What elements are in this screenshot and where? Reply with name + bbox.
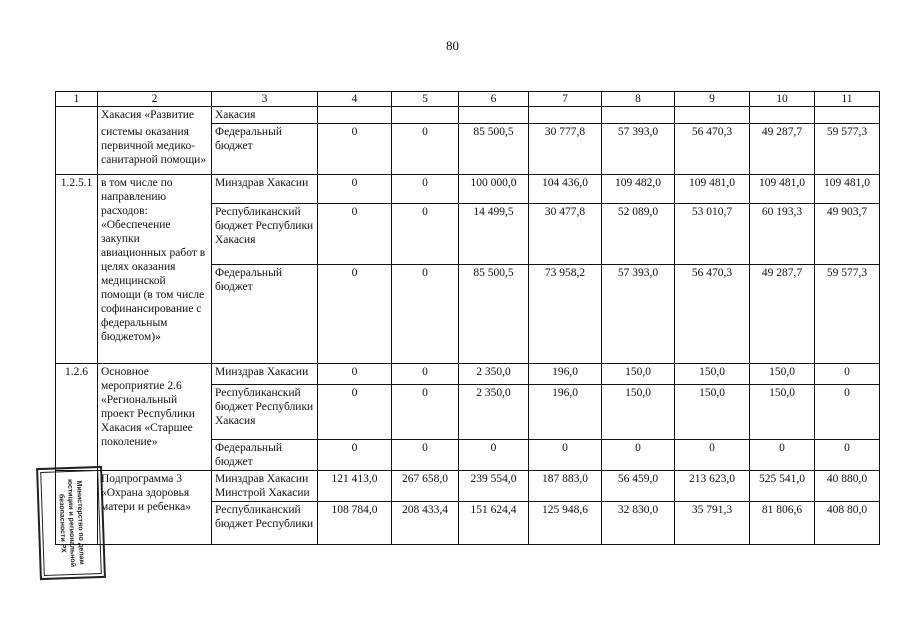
- value-cell: 57 393,0: [602, 265, 675, 364]
- value-cell: 108 784,0: [318, 502, 392, 545]
- value-cell: 125 948,6: [529, 502, 602, 545]
- value-cell: 0: [392, 124, 459, 175]
- value-cell: 0: [750, 440, 815, 471]
- table-row: [56, 471, 880, 502]
- value-cell: 81 806,6: [750, 502, 815, 545]
- code-cell: 1.2.6: [56, 364, 98, 471]
- value-cell: [675, 107, 750, 124]
- value-cell: 14 499,5: [459, 204, 529, 265]
- value-cell: 49 287,7: [750, 265, 815, 364]
- value-cell: 0: [318, 364, 392, 385]
- value-cell: 57 393,0: [602, 124, 675, 175]
- value-cell: 0: [815, 364, 880, 385]
- source-cell: Федеральный бюджет: [212, 124, 318, 175]
- table-row: [56, 364, 880, 385]
- value-cell: 49 903,7: [815, 204, 880, 265]
- value-cell: 150,0: [750, 364, 815, 385]
- value-cell: 0: [602, 440, 675, 471]
- value-cell: 0: [392, 440, 459, 471]
- value-cell: 73 958,2: [529, 265, 602, 364]
- value-cell: 187 883,0: [529, 471, 602, 502]
- header-cell: 9: [675, 92, 750, 107]
- stamp-text: Министерство по делам юстиции и региональной безопасности РХ: [57, 478, 85, 568]
- source-cell: Минздрав Хакасии: [212, 175, 318, 204]
- table-row: [56, 107, 880, 124]
- value-cell: 0: [392, 364, 459, 385]
- value-cell: 2 350,0: [459, 385, 529, 440]
- value-cell: 0: [392, 175, 459, 204]
- header-cell: 2: [98, 92, 212, 107]
- header-cell: 7: [529, 92, 602, 107]
- official-stamp: [36, 466, 106, 580]
- value-cell: 525 541,0: [750, 471, 815, 502]
- value-cell: 56 470,3: [675, 265, 750, 364]
- value-cell: [459, 107, 529, 124]
- value-cell: 150,0: [602, 364, 675, 385]
- header-cell: 8: [602, 92, 675, 107]
- value-cell: [750, 107, 815, 124]
- value-cell: 109 481,0: [750, 175, 815, 204]
- page-number: 80: [446, 38, 459, 53]
- description-cell: в том числе по направлению расходов: «Обеспечение закупки авиационных работ в целях оказания медицинской помощи (в том числе софинансирование с федеральным бюджетом)»: [98, 175, 212, 364]
- value-cell: 59 577,3: [815, 124, 880, 175]
- value-cell: 40 880,0: [815, 471, 880, 502]
- value-cell: 0: [392, 385, 459, 440]
- value-cell: 85 500,5: [459, 265, 529, 364]
- value-cell: 0: [318, 175, 392, 204]
- value-cell: 109 481,0: [675, 175, 750, 204]
- header-cell: 4: [318, 92, 392, 107]
- header-row: [56, 92, 880, 107]
- value-cell: 408 80,0: [815, 502, 880, 545]
- value-cell: 0: [815, 440, 880, 471]
- value-cell: 0: [318, 440, 392, 471]
- header-cell: 11: [815, 92, 880, 107]
- value-cell: 150,0: [675, 364, 750, 385]
- source-cell: Федеральный бюджет: [212, 440, 318, 471]
- value-cell: 0: [529, 440, 602, 471]
- value-cell: [529, 107, 602, 124]
- code-cell: [56, 107, 98, 175]
- value-cell: 196,0: [529, 364, 602, 385]
- value-cell: 0: [318, 265, 392, 364]
- value-cell: 0: [318, 385, 392, 440]
- value-cell: 85 500,5: [459, 124, 529, 175]
- value-cell: 150,0: [675, 385, 750, 440]
- description-cell: Основное мероприятие 2.6 «Региональный проект Республики Хакасия «Старшее поколение»: [98, 364, 212, 471]
- value-cell: [392, 107, 459, 124]
- value-cell: 56 459,0: [602, 471, 675, 502]
- value-cell: 104 436,0: [529, 175, 602, 204]
- description-cell: Подпрограмма 3 «Охрана здоровья матери и ребенка»: [98, 471, 212, 545]
- value-cell: 150,0: [750, 385, 815, 440]
- value-cell: 239 554,0: [459, 471, 529, 502]
- value-cell: 0: [459, 440, 529, 471]
- value-cell: 0: [392, 265, 459, 364]
- source-cell: Республиканский бюджет Республики Хакасия: [212, 385, 318, 440]
- source-cell: Республиканский бюджет Республики: [212, 502, 318, 545]
- value-cell: 100 000,0: [459, 175, 529, 204]
- source-cell: Минздрав Хакасии: [212, 364, 318, 385]
- source-cell: Хакасия: [212, 107, 318, 124]
- value-cell: 60 193,3: [750, 204, 815, 265]
- value-cell: 56 470,3: [675, 124, 750, 175]
- value-cell: 213 623,0: [675, 471, 750, 502]
- value-cell: 150,0: [602, 385, 675, 440]
- value-cell: 0: [318, 124, 392, 175]
- code-cell: 1.2.5.1: [56, 175, 98, 364]
- value-cell: 53 010,7: [675, 204, 750, 265]
- value-cell: [602, 107, 675, 124]
- value-cell: 59 577,3: [815, 265, 880, 364]
- value-cell: 109 482,0: [602, 175, 675, 204]
- value-cell: [815, 107, 880, 124]
- table-row: [56, 175, 880, 204]
- value-cell: 30 477,8: [529, 204, 602, 265]
- value-cell: 35 791,3: [675, 502, 750, 545]
- value-cell: 208 433,4: [392, 502, 459, 545]
- value-cell: 2 350,0: [459, 364, 529, 385]
- budget-table: [55, 91, 880, 545]
- value-cell: 49 287,7: [750, 124, 815, 175]
- value-cell: 52 089,0: [602, 204, 675, 265]
- header-cell: 1: [56, 92, 98, 107]
- value-cell: 121 413,0: [318, 471, 392, 502]
- value-cell: 32 830,0: [602, 502, 675, 545]
- header-cell: 6: [459, 92, 529, 107]
- value-cell: 196,0: [529, 385, 602, 440]
- header-cell: 5: [392, 92, 459, 107]
- value-cell: 0: [392, 204, 459, 265]
- value-cell: 30 777,8: [529, 124, 602, 175]
- value-cell: [318, 107, 392, 124]
- header-cell: 10: [750, 92, 815, 107]
- value-cell: 0: [815, 385, 880, 440]
- source-cell: Минздрав Хакасии Минстрой Хакасии: [212, 471, 318, 502]
- source-cell: Федеральный бюджет: [212, 265, 318, 364]
- description-cell: Хакасия «Развитие: [98, 107, 212, 124]
- header-cell: 3: [212, 92, 318, 107]
- source-cell: Республиканский бюджет Республики Хакасия: [212, 204, 318, 265]
- table-row: [56, 124, 880, 175]
- value-cell: 109 481,0: [815, 175, 880, 204]
- value-cell: 151 624,4: [459, 502, 529, 545]
- value-cell: 0: [318, 204, 392, 265]
- description-cell: системы оказания первичной медико-санитарной помощи»: [98, 124, 212, 175]
- value-cell: 267 658,0: [392, 471, 459, 502]
- value-cell: 0: [675, 440, 750, 471]
